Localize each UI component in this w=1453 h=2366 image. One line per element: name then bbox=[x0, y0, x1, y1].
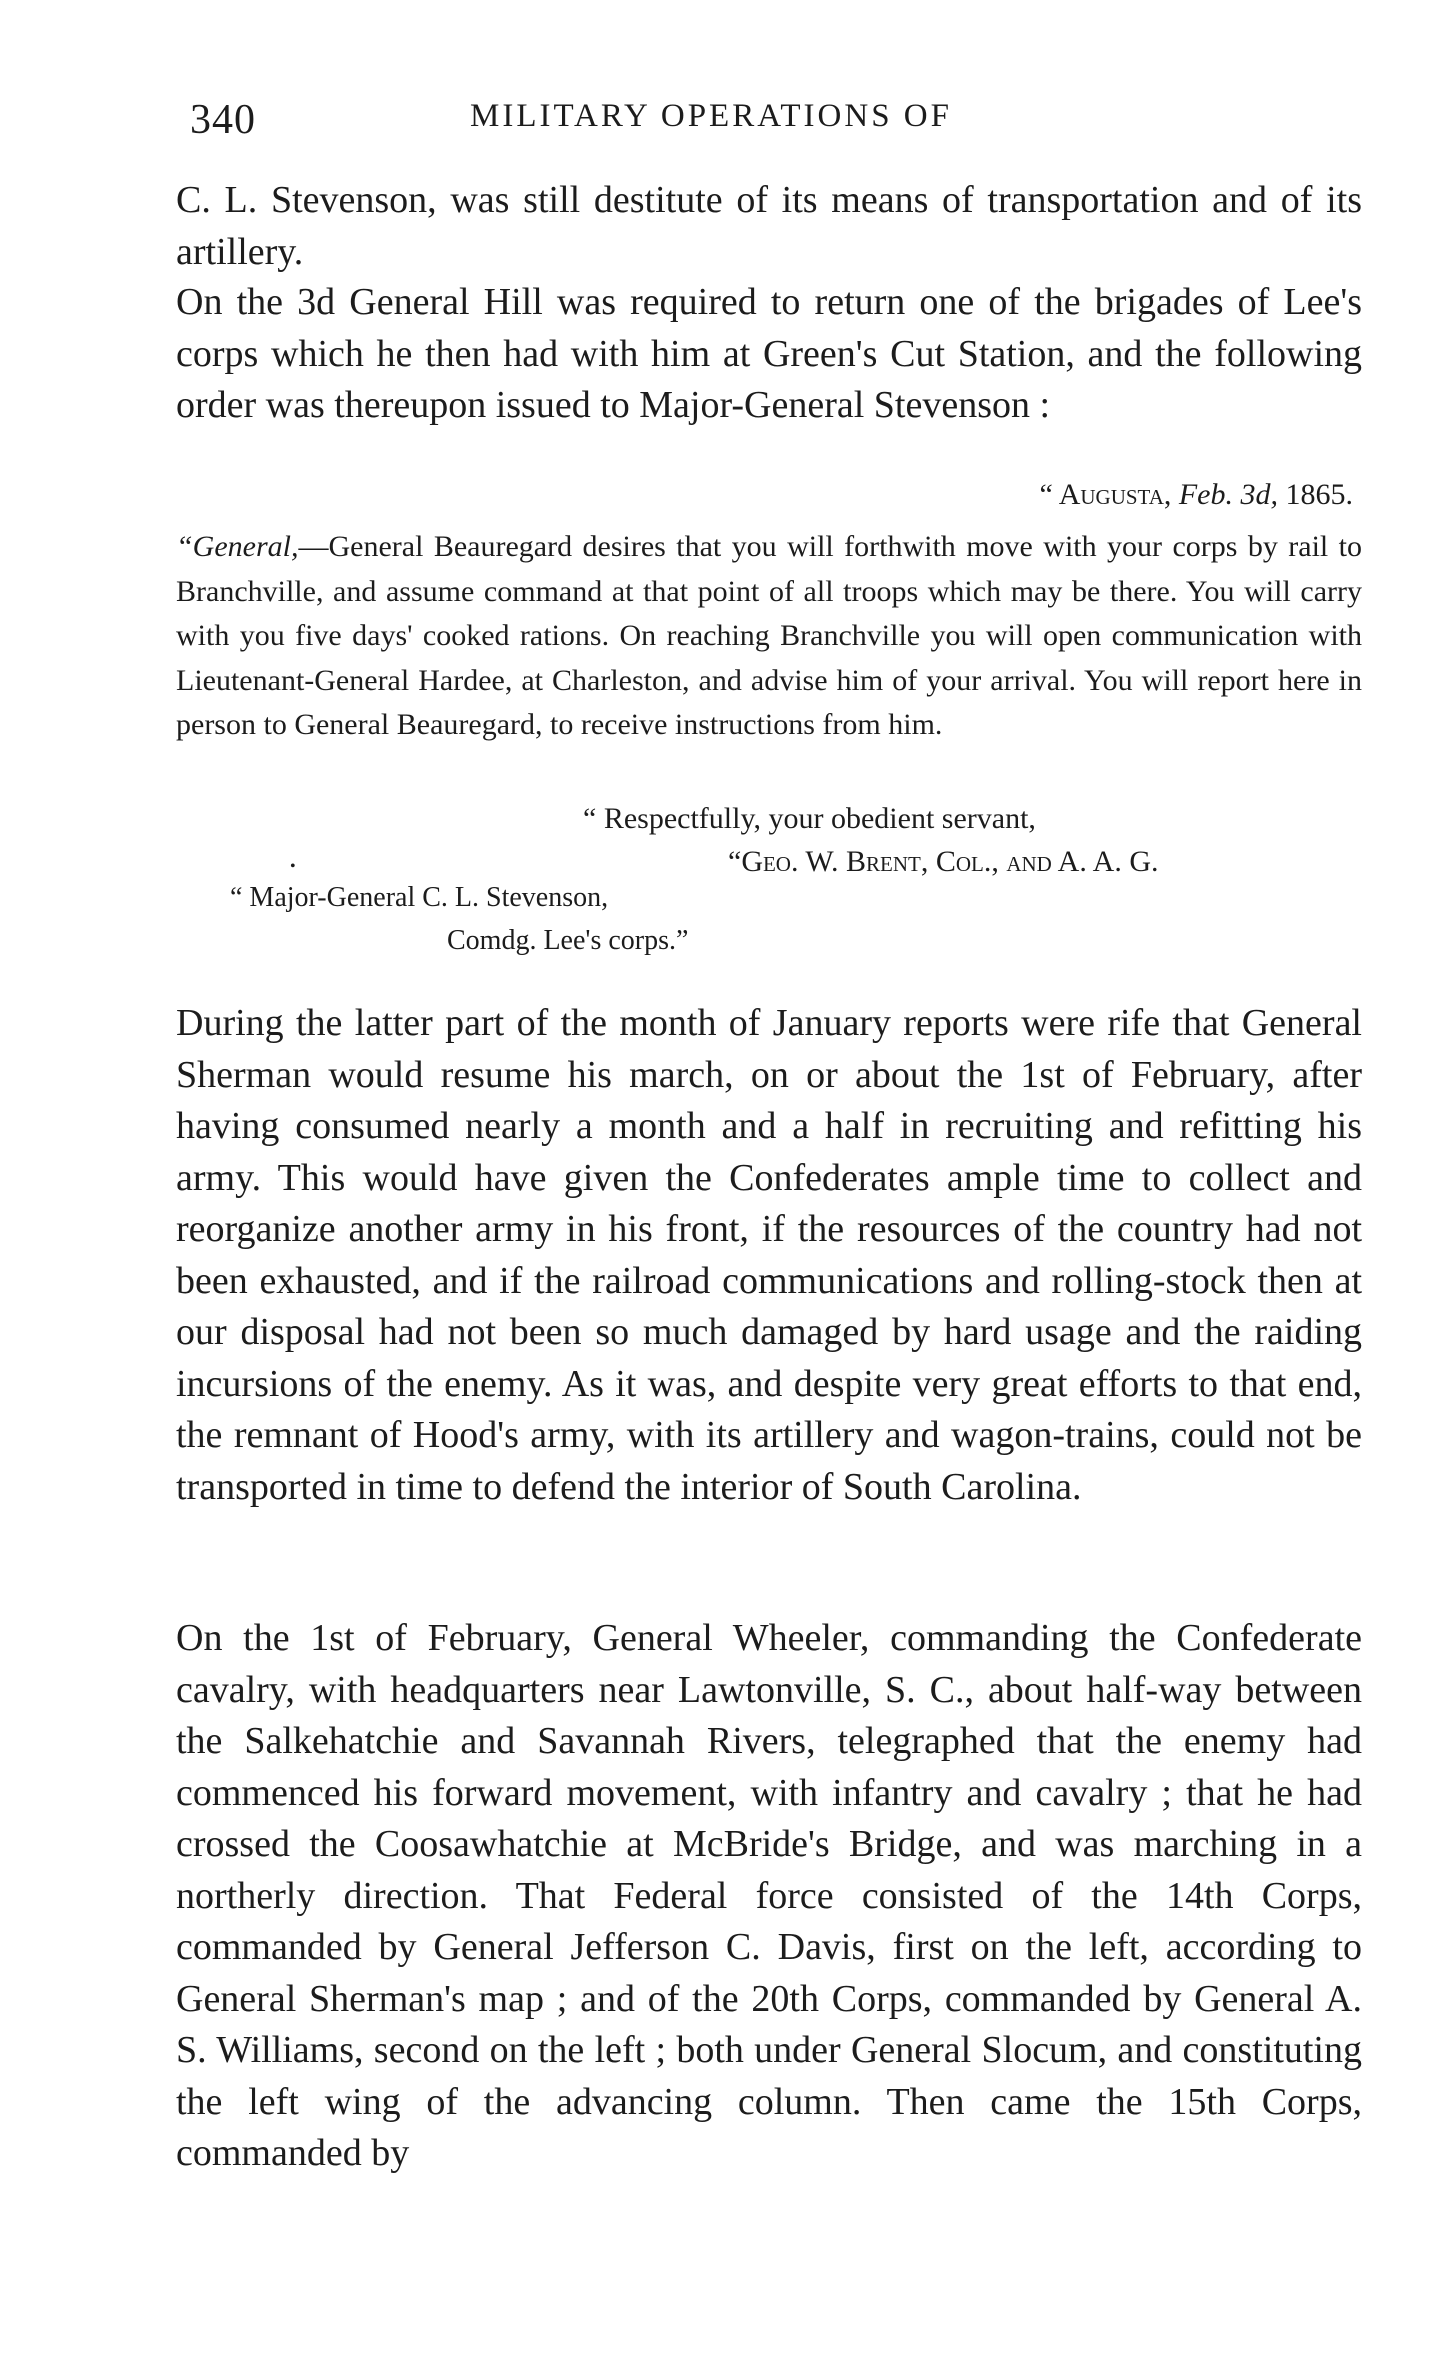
dateline-year: 1865. bbox=[1285, 478, 1353, 511]
dateline-date: Feb. 3d, bbox=[1178, 478, 1278, 511]
page-header bbox=[0, 88, 1453, 148]
letter-body bbox=[176, 525, 1362, 748]
letter-addressee-command: Comdg. Lee's corps.” bbox=[447, 925, 689, 956]
letter-closing: “ Respectfully, your obedient servant, bbox=[583, 802, 1036, 835]
running-head: MILITARY OPERATIONS OF bbox=[470, 98, 952, 134]
paragraph-january-reports: During the latter part of the month of January reports were rife that General Sherman would resume his march, on or about the 1st of February, after having consumed nearly a month and a half in recruiting and refitting his army. This would have given the Confederates ample time to collect and reorganize another army in his front, if the resources of the country had not been exhausted, and if the railroad communications and rolling-stock then at our disposal had not been so much damaged by hard usage and the raiding incursions of the enemy. As it was, and despite very great efforts to that end, the remnant of Hood's army, with its artillery and wagon-trains, could not be transported in time to defend the interior of South Carolina. bbox=[176, 1002, 1362, 1508]
letter-salutation: “General, bbox=[176, 530, 299, 563]
letter-dateline bbox=[1040, 478, 1353, 512]
letter-addressee: “ Major-General C. L. Stevenson, bbox=[230, 882, 609, 913]
page-number: 340 bbox=[190, 97, 256, 143]
letter-signature: “Geo. W. Brent, Col., and A. A. G. bbox=[728, 845, 1159, 878]
paragraph-order-intro: On the 3d General Hill was required to return one of the brigades of Lee's corps which he then had with him at Green's Cut Station, and the following order was thereupon issued to Major-General Stevenson : bbox=[176, 281, 1362, 426]
dateline-place: “ Augusta, bbox=[1039, 478, 1172, 511]
printer-mark: • bbox=[290, 858, 296, 875]
letter-body-text: —General Beauregard desires that you will forthwith move with your corps by rail to Branchville, and assume command at that point of all troops which may be there. You will carry with you five days' cooked rations. On reaching Branchville you will open communication with Lieutenant-General Hardee, at Charleston, and advise him of your arrival. You will report here in person to General Beauregard, to receive instructions from him. bbox=[176, 530, 1362, 741]
paragraph-continuation: C. L. Stevenson, was still destitute of its means of transportation and of its artillery. bbox=[176, 179, 1362, 273]
paragraph-february-movement: On the 1st of February, General Wheeler, commanding the Confederate cavalry, with headquarters near Lawtonville, S. C., about half-way between the Salkehatchie and Savannah Rivers, telegraphed that the enemy had commenced his forward movement, with infantry and cavalry ; that he had crossed the Coosawhatchie at McBride's Bridge, and was marching in a northerly direction. That Federal force consisted of the 14th Corps, commanded by General Jefferson C. Davis, first on the left, according to General Sherman's map ; and of the 20th Corps, commanded by General A. S. Williams, second on the left ; both under General Slocum, and constituting the left wing of the advancing column. Then came the 15th Corps, commanded by bbox=[176, 1617, 1362, 2174]
